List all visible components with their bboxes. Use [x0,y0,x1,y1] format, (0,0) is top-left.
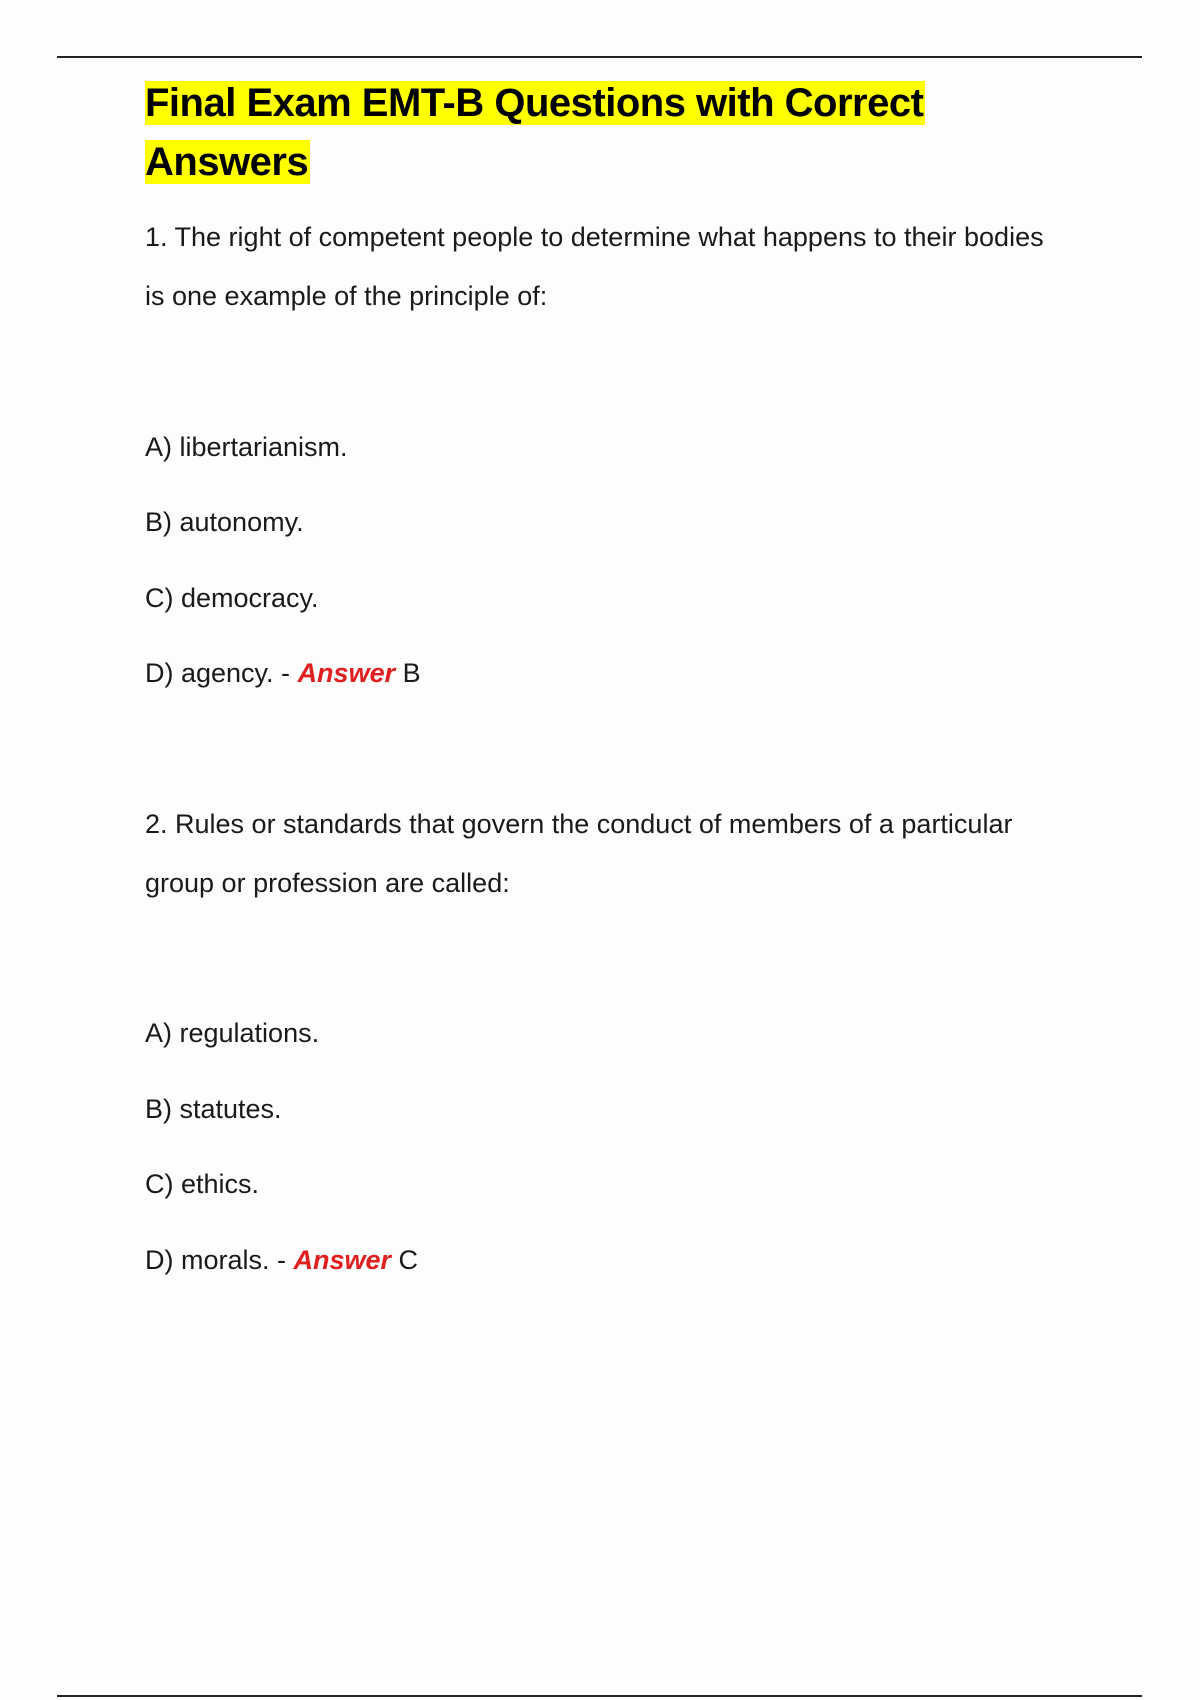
question-1-option-b: B) autonomy. [145,507,304,537]
question-1-answer-label: Answer [297,658,396,688]
question-2-option-d [145,1231,418,1290]
question-2-prompt: 2. Rules or standards that govern the conduct of members of a particular group or profession are called: [145,809,1013,898]
question-2-option-a: A) regulations. [145,1018,320,1048]
question-2-option-d-text: D) morals. - [145,1245,294,1275]
question-2-option-c: C) ethics. [145,1169,260,1199]
question-1-prompt: 1. The right of competent people to determine what happens to their bodies is one example of the principle of: [145,222,1044,311]
question-1-option-a: A) libertarianism. [145,432,348,462]
document-title [145,74,1045,192]
question-1-option-d-text: D) agency. - [145,658,298,688]
question-1-option-d [145,644,421,703]
question-2-option-b: B) statutes. [145,1094,282,1124]
question-1-answer-value: B [395,658,421,688]
question-2-answer-label: Answer [293,1245,392,1275]
top-rule [57,56,1142,58]
question-2-answer-value: C [391,1245,419,1275]
bottom-rule [57,1695,1142,1697]
document-title-text: Final Exam EMT-B Questions with Correct Answers [145,81,924,184]
question-1-option-c: C) democracy. [145,583,319,613]
